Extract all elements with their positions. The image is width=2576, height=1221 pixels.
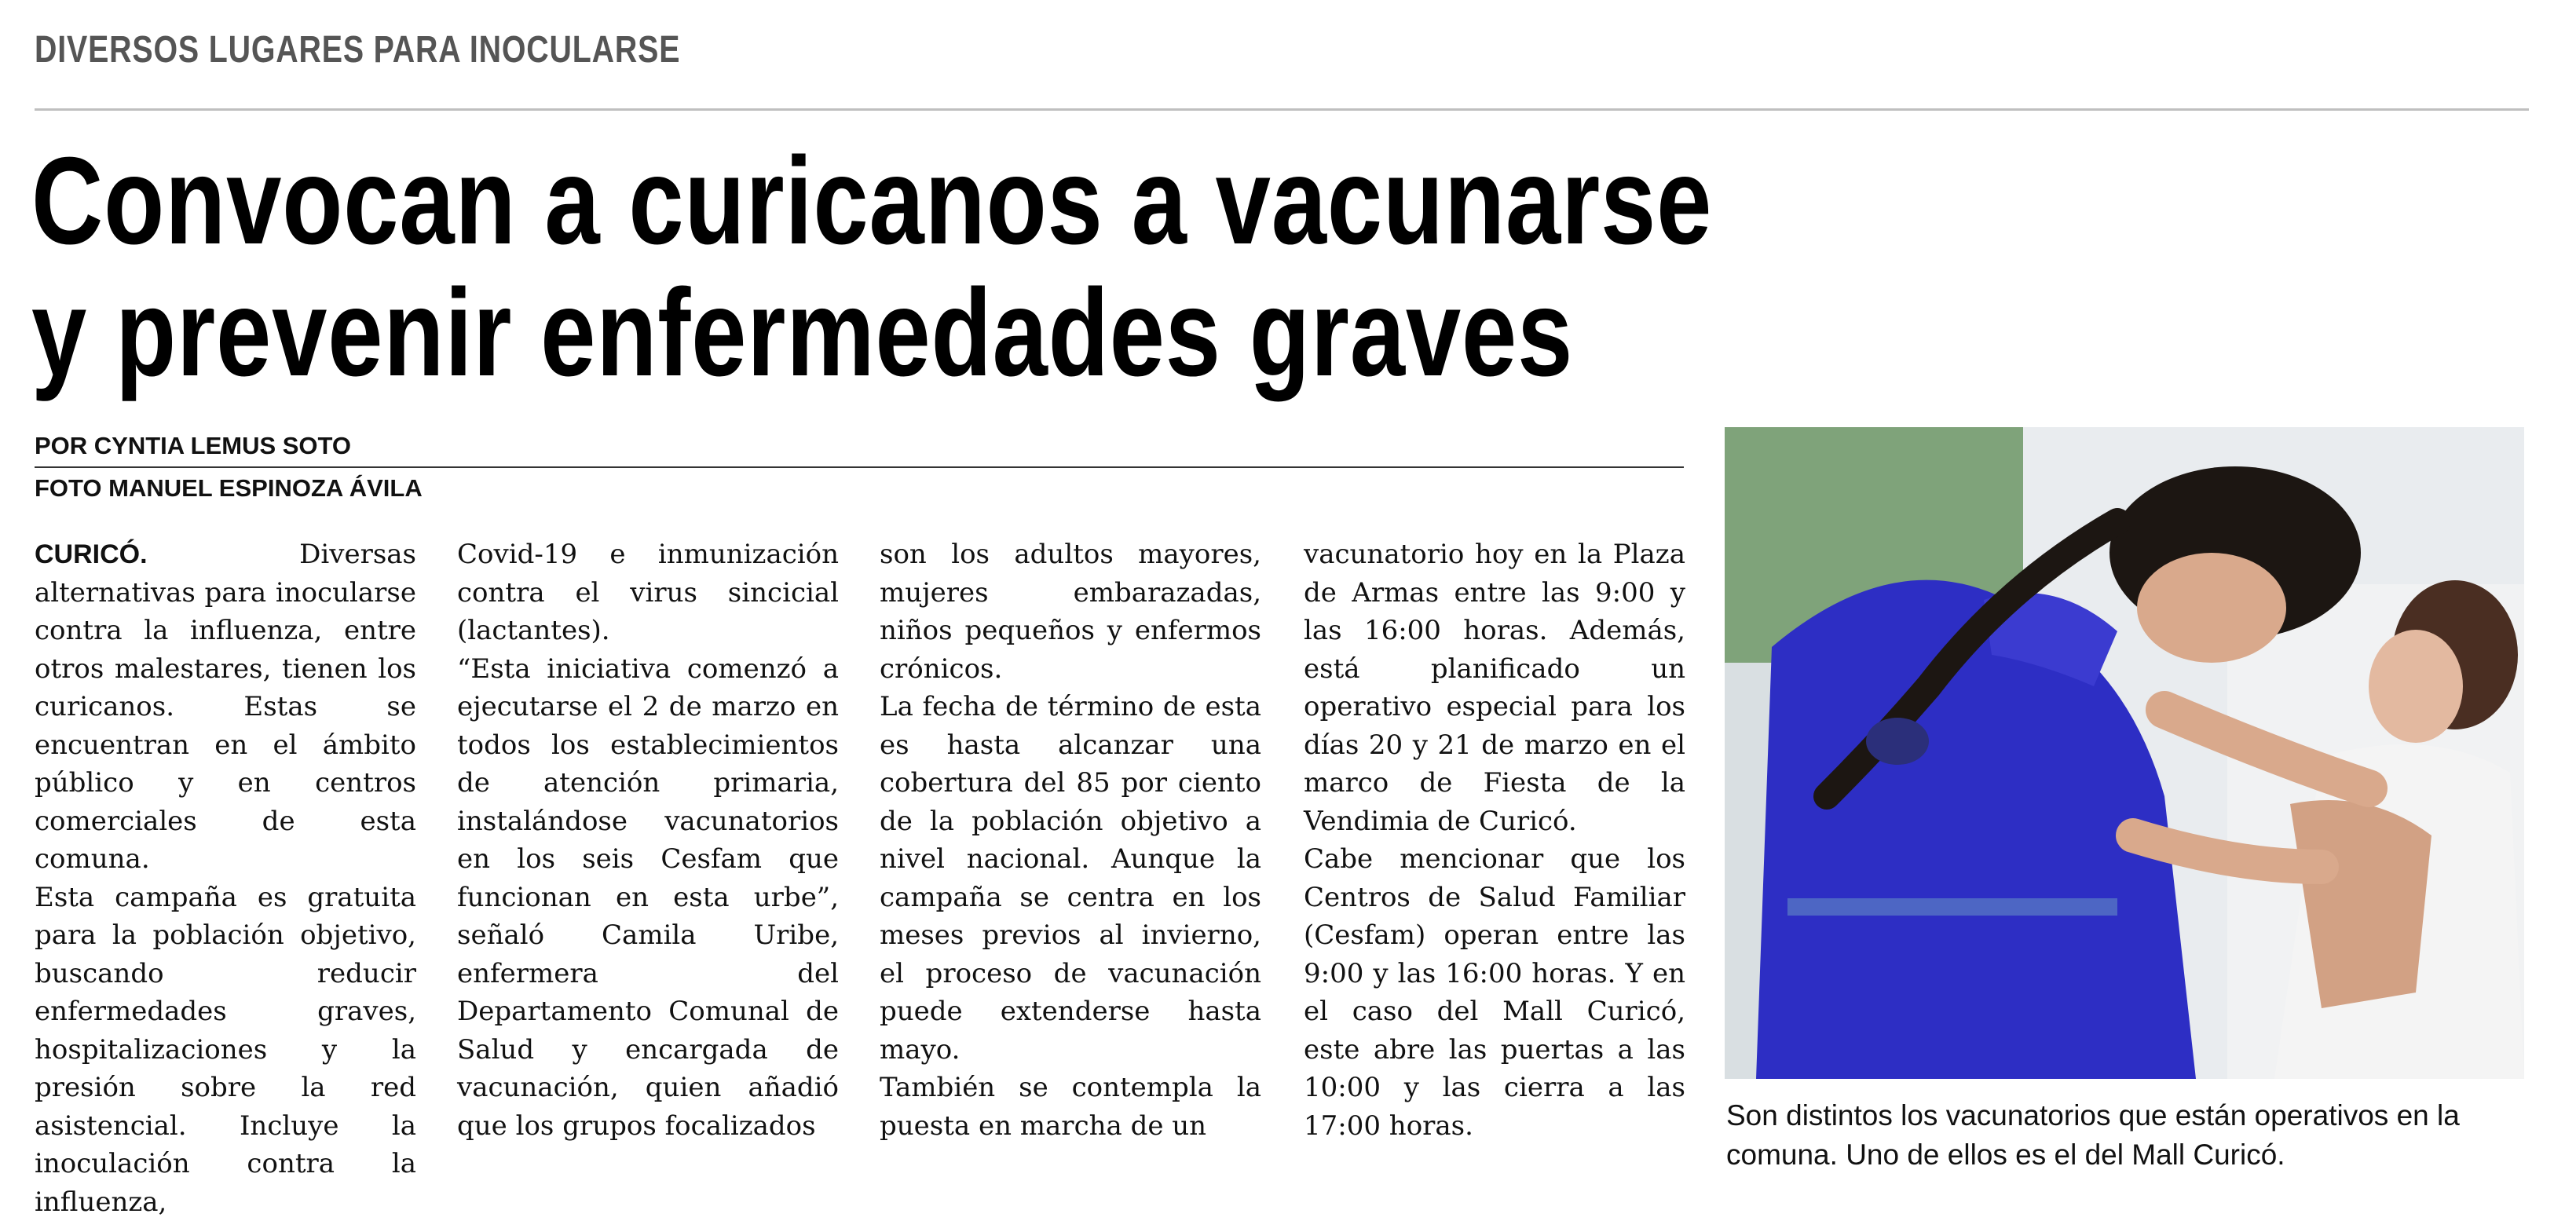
paragraph: La fecha de término de esta es hasta alcanzar una cobertura del 85 por ciento de la población objetivo a nivel nacional. Aunque la campaña se centra en los meses previos al invierno, el proceso de vacunación puede extenderse hasta mayo. (880, 688, 1261, 1069)
paragraph: Cabe mencionar que los Centros de Salud Familiar (Cesfam) operan entre las 9:00 y las 16:00 horas. Y en el caso del Mall Curicó, este abre las puertas a las 10:00 y las cierra a las 17:00 horas. (1304, 840, 1685, 1145)
article-column-2 (457, 536, 839, 1145)
byline: POR CYNTIA LEMUS SOTO (35, 432, 351, 460)
headline (31, 135, 1712, 399)
article-column-3 (880, 536, 1261, 1145)
photo-caption: Son distintos los vacunatorios que están operativos en la comuna. Uno de ellos es el del Mall Curicó. (1726, 1096, 2527, 1175)
byline-divider (35, 466, 1684, 468)
paragraph (35, 536, 416, 879)
article-column-4 (1304, 536, 1685, 1145)
paragraph: son los adultos mayores, mujeres embarazadas, niños pequeños y enfermos crónicos. (880, 536, 1261, 688)
top-divider (35, 108, 2529, 111)
news-photo (1725, 427, 2524, 1079)
paragraph: También se contempla la puesta en marcha de un (880, 1069, 1261, 1145)
paragraph: Esta campaña es gratuita para la población objetivo, buscando reducir enfermedades graves, hospitalizaciones y la presión sobre la red asistencial. Incluye la inoculación contra la influenza, (35, 879, 416, 1221)
section-kicker: DIVERSOS LUGARES PARA INOCULARSE (35, 28, 680, 71)
vaccination-photo-illustration (1725, 427, 2524, 1079)
photo-credit: FOTO MANUEL ESPINOZA ÁVILA (35, 474, 423, 503)
article-column-1 (35, 536, 416, 1221)
paragraph: Covid-19 e inmunización contra el virus sincicial (lactantes). (457, 536, 839, 650)
dateline: CURICÓ. (35, 539, 148, 569)
headline-line-1: Convocan a curicanos a vacunarse (31, 135, 1712, 267)
paragraph-text: Diversas alternativas para inocularse contra la influenza, entre otros malestares, tienen los curicanos. Estas se encuentran en el ámbito público y en centros comerciales de esta comuna. (35, 539, 416, 875)
paragraph: vacunatorio hoy en la Plaza de Armas entre las 9:00 y las 16:00 horas. Además, está planificado un operativo especial para los días 20 y 21 de marzo en el marco de Fiesta de la Vendimia de Curicó. (1304, 536, 1685, 840)
paragraph: “Esta iniciativa comenzó a ejecutarse el 2 de marzo en todos los establecimientos de atención primaria, instalándose vacunatorios en los seis Cesfam que funcionan en esta urbe”, señaló Camila Uribe, enfermera del Departamento Comunal de Salud y encargada de vacunación, quien añadió que los grupos focalizados (457, 650, 839, 1146)
headline-line-2: y prevenir enfermedades graves (31, 267, 1712, 399)
